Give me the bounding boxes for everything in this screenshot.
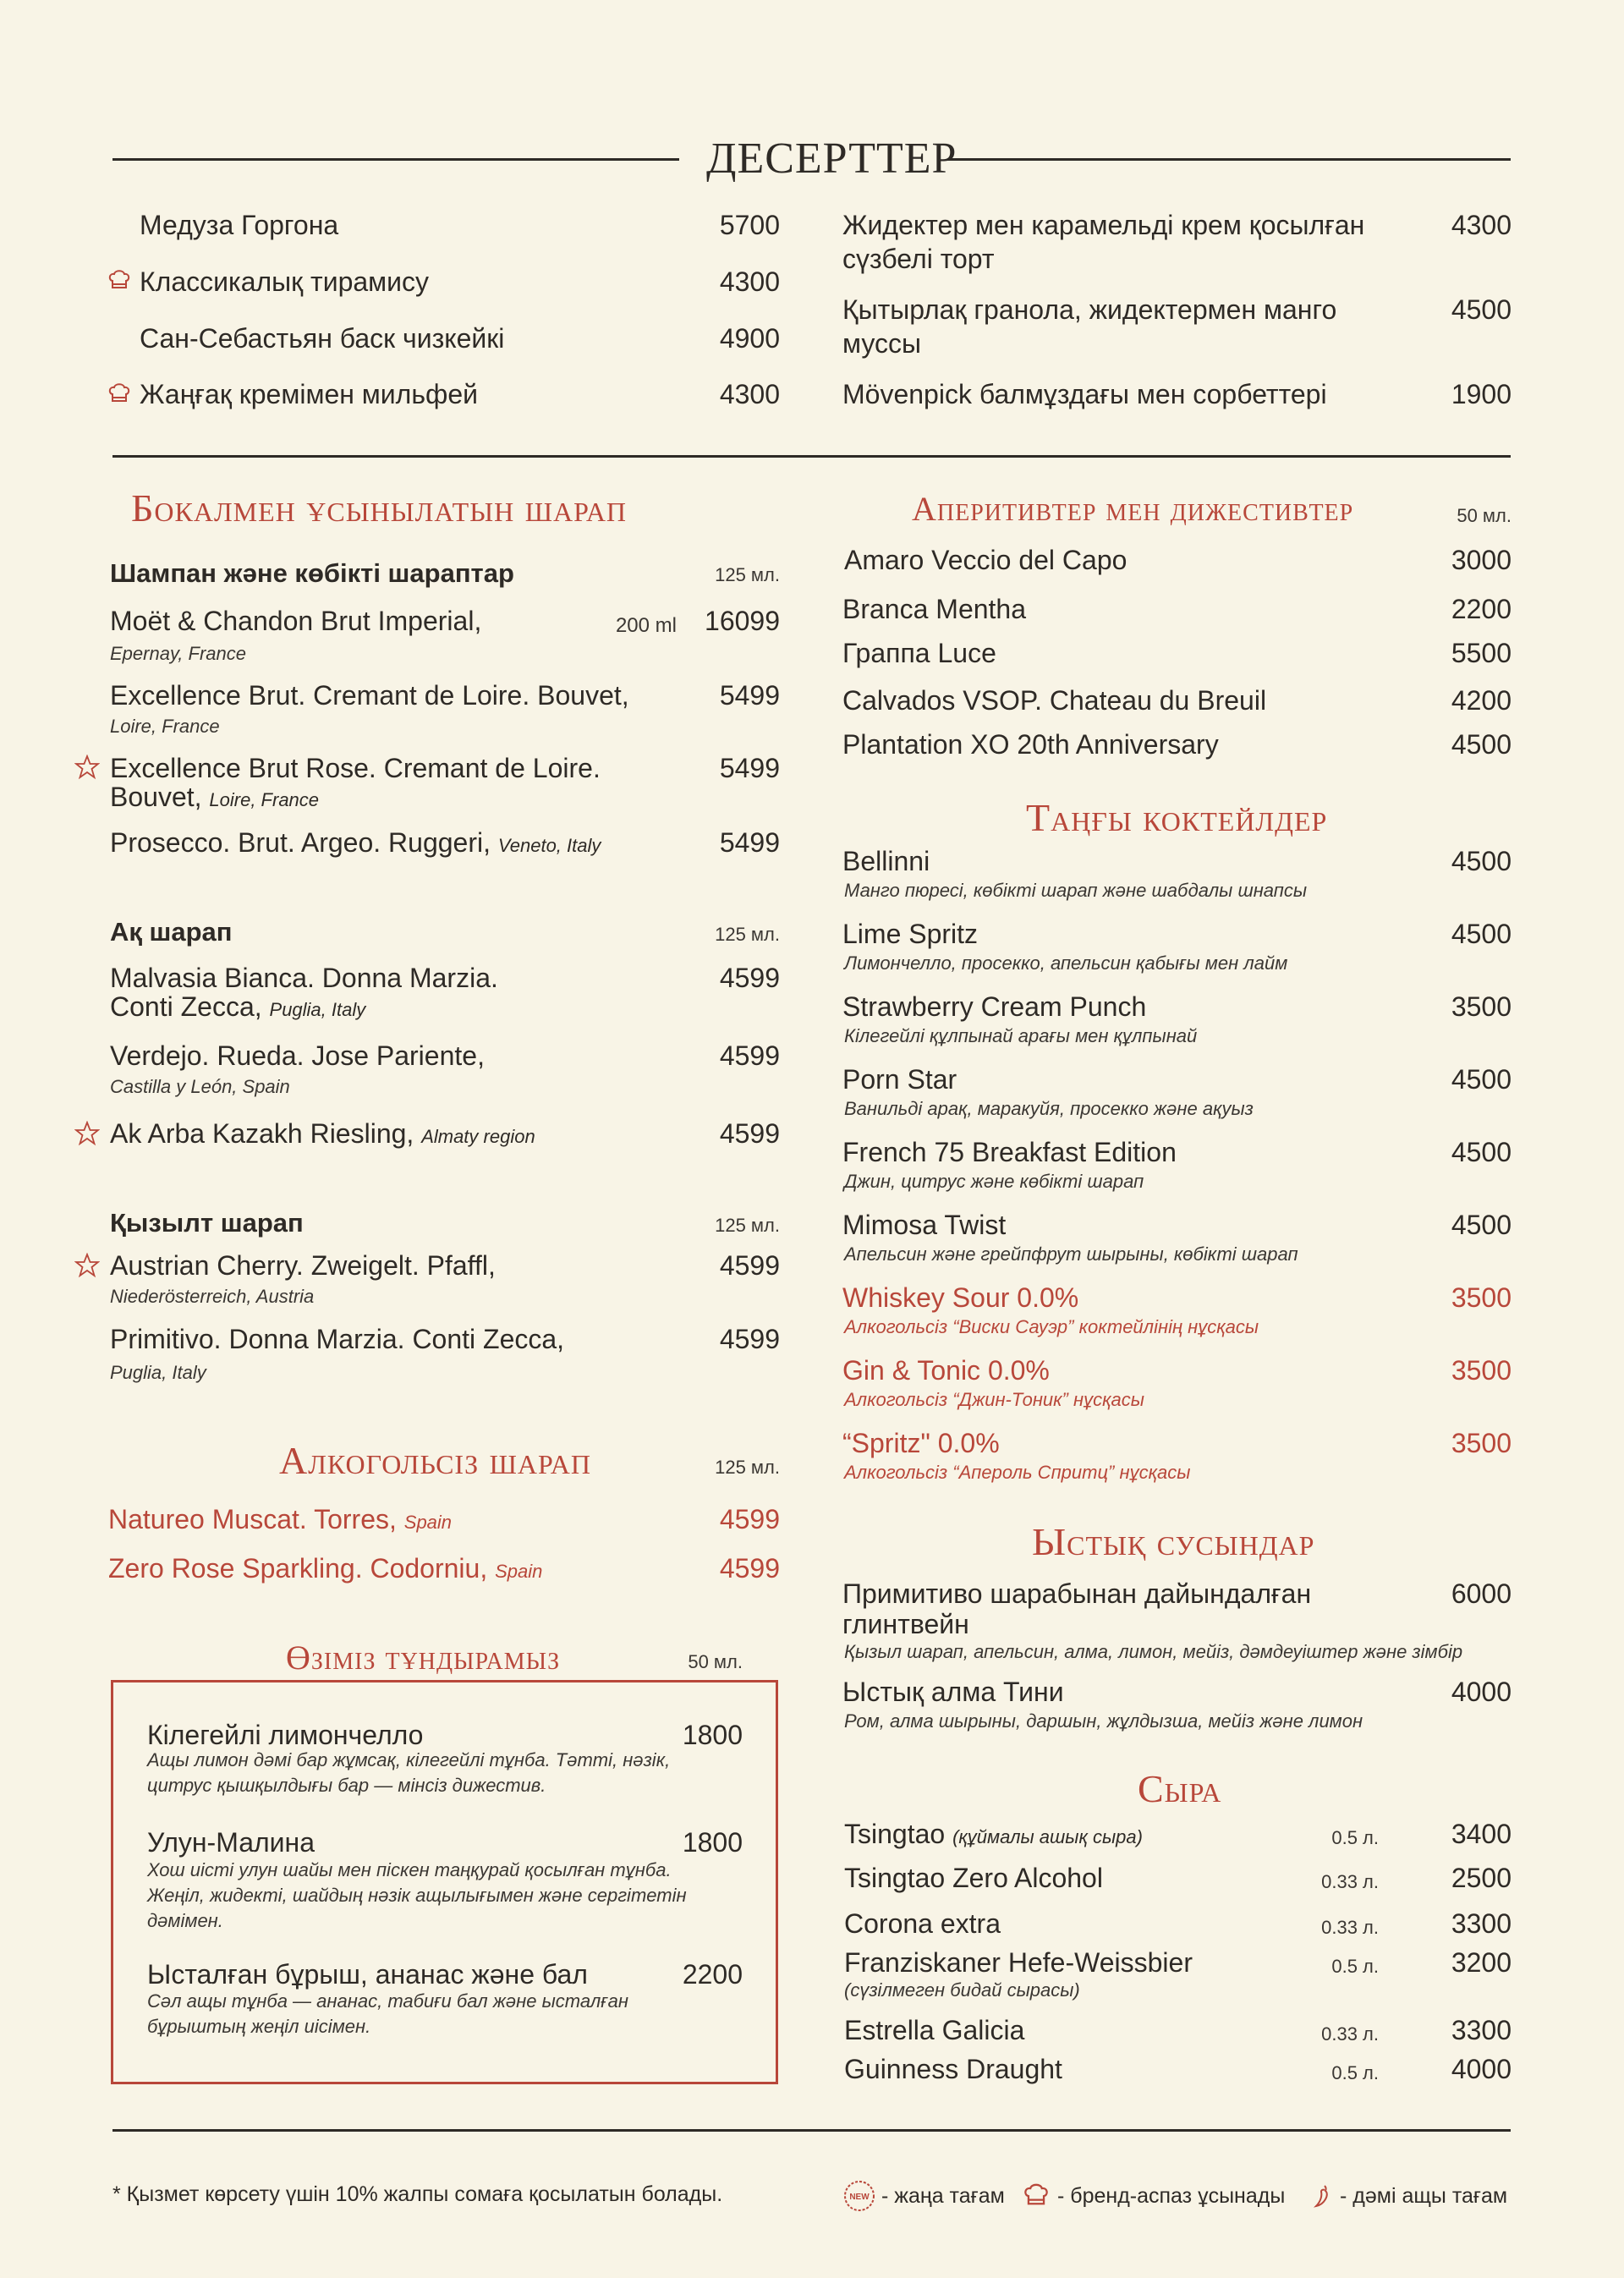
cocktail-price: 3500 <box>1451 1282 1512 1313</box>
aperitif-item: Plantation XO 20th Anniversary <box>842 729 1219 760</box>
wine-name: Natureo Muscat. Torres, <box>108 1504 397 1534</box>
dessert-item: Жидектер мен карамельді крем қосылған <box>842 210 1365 240</box>
wine-name: Zero Rose Sparkling. Codorniu, <box>108 1553 488 1584</box>
wine-region: Epernay, France <box>110 643 247 664</box>
house-price: 2200 <box>682 1959 743 1990</box>
sparkling-heading: Шампан және көбікті шараптар <box>110 558 514 588</box>
dessert-price: 4300 <box>719 266 780 297</box>
wine-item-line2 <box>110 782 319 813</box>
wine-region: Niederösterreich, Austria <box>110 1286 315 1307</box>
footer-rule <box>112 2129 1511 2132</box>
beer-price: 3200 <box>1451 1947 1512 1978</box>
beer-item: Tsingtao Zero Alcohol <box>844 1863 1103 1893</box>
beer-note: (сүзілмеген бидай сырасы) <box>844 1979 1080 2001</box>
house-volume: 50 мл. <box>688 1651 743 1672</box>
wine-item: Austrian Cherry. Zweigelt. Pfaffl, <box>110 1250 496 1281</box>
dessert-price: 4300 <box>719 379 780 409</box>
beer-title: Сыра <box>1138 1767 1222 1810</box>
house-desc: Хош иісті улун шайы мен піскен таңқурай қосылған тұнба. <box>147 1859 672 1880</box>
beer-price: 2500 <box>1451 1863 1512 1893</box>
house-item: Ысталған бұрыш, ананас және бал <box>147 1959 588 1990</box>
wine-item: Verdejo. Rueda. Jose Pariente, <box>110 1040 485 1071</box>
hot-drink-desc: Ром, алма шырыны, даршын, жұлдызша, мейіз және лимон <box>844 1710 1363 1732</box>
cocktail-item: Strawberry Cream Punch <box>842 991 1147 1022</box>
wine-region: Puglia, Italy <box>269 999 366 1020</box>
house-desc: дәмімен. <box>147 1910 223 1931</box>
cocktail-price: 4500 <box>1451 1064 1512 1095</box>
cocktail-desc: Апельсин және грейпфрут шырыны, көбікті шарап <box>844 1243 1298 1265</box>
hot-drink-desc: Қызыл шарап, апельсин, алма, лимон, мейіз, дәмдеуіштер және зімбір <box>844 1641 1463 1662</box>
nonalc-wine-volume: 125 мл. <box>715 1457 780 1478</box>
cocktail-price: 3500 <box>1451 1355 1512 1386</box>
dessert-price: 5700 <box>719 210 780 240</box>
hot-drink-item-line2: глинтвейн <box>842 1609 969 1639</box>
cocktail-desc: Ванильді арақ, маракуйя, просекко және ақуыз <box>844 1098 1254 1119</box>
hot-drink-item: Примитиво шарабынан дайындалған <box>842 1578 1312 1609</box>
aperitif-price: 5500 <box>1451 638 1512 668</box>
beer-item: Corona extra <box>844 1908 1001 1939</box>
wine-glass-title: Бокалмен ұсынылатын шарап <box>131 486 628 530</box>
aperitif-item: Branca Mentha <box>842 594 1027 624</box>
house-desc: цитрус қышқылдығы бар — мінсіз дижестив. <box>147 1775 546 1796</box>
chef-hat-icon <box>107 381 132 406</box>
cocktail-desc: Алкогольсіз “Виски Сауэр” коктейлінің нұсқасы <box>844 1316 1259 1337</box>
aperitif-price: 4500 <box>1451 729 1512 760</box>
hot-drinks-title: Ыстық сусындар <box>1032 1520 1315 1563</box>
nonalc-wine-item <box>108 1553 542 1584</box>
white-volume: 125 мл. <box>715 924 780 945</box>
wine-region: Spain <box>403 1512 453 1533</box>
beer-volume: 0.33 л. <box>1321 1871 1379 1892</box>
wine-region: Almaty region <box>421 1126 535 1147</box>
beer-item: Estrella Galicia <box>844 2015 1025 2045</box>
wine-price: 5499 <box>719 827 780 858</box>
wine-name-part: Bouvet, <box>110 782 202 812</box>
legend-spicy: - дәмі ащы тағам <box>1340 2184 1508 2208</box>
desserts-rule-left <box>112 158 679 161</box>
aperitif-price: 2200 <box>1451 594 1512 624</box>
beer-price: 3400 <box>1451 1819 1512 1849</box>
house-desc: Ащы лимон дәмі бар жұмсақ, кілегейлі тұнба. Тәтті, нәзік, <box>147 1749 671 1770</box>
dessert-item: Сан-Себастьян баск чизкейкі <box>140 323 505 354</box>
beer-item: Franziskaner Hefe-Weissbier <box>844 1947 1193 1978</box>
new-badge-icon <box>842 2179 876 2213</box>
house-desc: бұрыштың жеңіл иісімен. <box>147 2016 371 2037</box>
beer-volume: 0.5 л. <box>1331 1827 1379 1848</box>
wine-region: Loire, France <box>209 789 320 810</box>
aperitifs-title: Аперитивтер мен дижестивтер <box>912 490 1354 528</box>
house-item: Кілегейлі лимончелло <box>147 1720 424 1750</box>
nonalc-wine-price: 4599 <box>719 1504 780 1534</box>
wine-price: 4599 <box>719 1250 780 1281</box>
cocktail-item: “Spritz" 0.0% <box>842 1428 1000 1458</box>
cocktail-desc: Алкогольсіз “Джин-Тоник” нұсқасы <box>844 1389 1144 1410</box>
wine-price: 4599 <box>719 963 780 993</box>
legend-new: - жаңа тағам <box>881 2184 1005 2208</box>
wine-price: 16099 <box>705 606 780 636</box>
dessert-price: 4500 <box>1451 294 1512 325</box>
wine-price: 5499 <box>719 680 780 711</box>
beer-price: 3300 <box>1451 1908 1512 1939</box>
aperitif-item: Amaro Veccio del Capo <box>844 545 1127 575</box>
chili-pepper-icon <box>1309 2181 1335 2209</box>
beer-item: Guinness Draught <box>844 2054 1062 2084</box>
cocktail-price: 4500 <box>1451 1137 1512 1167</box>
wine-extra-volume: 200 ml <box>615 614 677 637</box>
house-desc: Сәл ащы тұнба — ананас, табиғи бал және ысталған <box>147 1990 628 2012</box>
wine-region: Castilla y León, Spain <box>110 1076 290 1097</box>
beer-price: 4000 <box>1451 2054 1512 2084</box>
cocktail-item: Gin & Tonic 0.0% <box>842 1355 1050 1386</box>
house-item: Улун-Малина <box>147 1827 315 1858</box>
wine-price: 4599 <box>719 1324 780 1354</box>
beer-volume: 0.33 л. <box>1321 1917 1379 1938</box>
wine-region: Veneto, Italy <box>497 835 601 856</box>
dessert-item-line2: муссы <box>842 328 921 359</box>
beer-volume: 0.5 л. <box>1331 1956 1379 1977</box>
desserts-rule-right <box>947 158 1511 161</box>
cocktail-item: Whiskey Sour 0.0% <box>842 1282 1079 1313</box>
aperitif-item: Calvados VSOP. Chateau du Breuil <box>842 685 1267 716</box>
wine-item-line2 <box>110 991 365 1023</box>
dessert-price: 1900 <box>1451 379 1512 409</box>
dessert-item: Жаңғақ кремімен мильфей <box>140 379 479 409</box>
chef-hat-icon <box>107 267 132 293</box>
house-price: 1800 <box>682 1827 743 1858</box>
service-charge-note: * Қызмет көрсету үшін 10% жалпы сомаға қосылатын болады. <box>112 2182 723 2206</box>
sparkling-volume: 125 мл. <box>715 564 780 585</box>
cocktail-item: Porn Star <box>842 1064 957 1095</box>
cocktail-desc: Лимончелло, просекко, апельсин қабығы мен лайм <box>844 952 1288 974</box>
beer-item <box>844 1819 1143 1850</box>
section-divider <box>112 455 1511 458</box>
wine-price: 4599 <box>719 1040 780 1071</box>
wine-item: Excellence Brut. Cremant de Loire. Bouvet, <box>110 680 629 711</box>
wine-name: Prosecco. Brut. Argeo. Ruggeri, <box>110 827 491 858</box>
wine-name-part: Conti Zecca, <box>110 991 262 1022</box>
cocktail-desc: Манго пюресі, көбікті шарап және шабдалы шнапсы <box>844 880 1308 901</box>
dessert-item-line2: сүзбелі торт <box>842 244 995 274</box>
beer-name: Tsingtao <box>844 1819 946 1849</box>
cocktail-price: 3500 <box>1451 991 1512 1022</box>
aperitif-price: 3000 <box>1451 545 1512 575</box>
cocktail-item: French 75 Breakfast Edition <box>842 1137 1177 1167</box>
wine-region: Puglia, Italy <box>110 1362 206 1383</box>
cocktail-price: 4500 <box>1451 1210 1512 1240</box>
aperitif-item: Граппа Luce <box>842 638 996 668</box>
wine-region: Loire, France <box>110 716 220 737</box>
cocktail-desc: Джин, цитрус және көбікті шарап <box>844 1171 1144 1192</box>
beer-volume: 0.33 л. <box>1321 2023 1379 2045</box>
hot-drink-item: Ыстық алма Тини <box>842 1677 1064 1707</box>
wine-region: Spain <box>495 1561 543 1582</box>
red-volume: 125 мл. <box>715 1215 780 1236</box>
wine-price: 4599 <box>719 1118 780 1149</box>
red-heading: Қызылт шарап <box>110 1208 304 1238</box>
wine-name: Ak Arba Kazakh Riesling, <box>110 1118 414 1149</box>
star-icon <box>74 1253 100 1278</box>
dessert-price: 4300 <box>1451 210 1512 240</box>
hot-drink-price: 4000 <box>1451 1677 1512 1707</box>
house-desc: Жеңіл, жидекті, шайдың нәзік ащылығымен және сергітетін <box>147 1885 687 1906</box>
dessert-item: Қытырлақ гранола, жидектермен манго <box>842 294 1337 325</box>
new-badge-text: NEW <box>849 2193 870 2202</box>
legend-chef: - бренд-аспаз ұсынады <box>1057 2184 1286 2208</box>
house-price: 1800 <box>682 1720 743 1750</box>
wine-price: 5499 <box>719 753 780 783</box>
white-heading: Ақ шарап <box>110 917 233 947</box>
aperitif-price: 4200 <box>1451 685 1512 716</box>
beer-note: (құймалы ашық сыра) <box>952 1826 1143 1847</box>
star-icon <box>74 755 100 780</box>
wine-item <box>110 1118 535 1150</box>
dessert-price: 4900 <box>719 323 780 354</box>
wine-item <box>110 827 601 859</box>
cocktail-price: 4500 <box>1451 846 1512 876</box>
cocktail-item: Bellinni <box>842 846 930 876</box>
cocktail-item: Mimosa Twist <box>842 1210 1007 1240</box>
cocktail-desc: Алкогольсіз “Апероль Спритц” нұсқасы <box>844 1462 1191 1483</box>
wine-item: Moët & Chandon Brut Imperial, <box>110 606 482 636</box>
aperitifs-volume: 50 мл. <box>1457 505 1512 526</box>
wine-item: Excellence Brut Rose. Cremant de Loire. <box>110 753 601 783</box>
dessert-item: Медуза Горгона <box>140 210 339 240</box>
star-icon <box>74 1121 100 1146</box>
cocktail-price: 3500 <box>1451 1428 1512 1458</box>
dessert-item: Классикалық тирамису <box>140 266 430 297</box>
hot-drink-price: 6000 <box>1451 1578 1512 1609</box>
house-title: Өзіміз тұндырамыз <box>286 1639 561 1677</box>
beer-price: 3300 <box>1451 2015 1512 2045</box>
nonalc-wine-price: 4599 <box>719 1553 780 1584</box>
nonalc-wine-item <box>108 1504 452 1535</box>
dessert-item: Mövenpick балмұздағы мен сорбеттері <box>842 379 1327 409</box>
wine-item: Malvasia Bianca. Donna Marzia. <box>110 963 498 993</box>
wine-item: Primitivo. Donna Marzia. Conti Zecca, <box>110 1324 565 1354</box>
chef-hat-icon <box>1022 2181 1051 2209</box>
morning-cocktails-title: Таңғы коктейлдер <box>1026 796 1328 839</box>
cocktail-desc: Кілегейлі құлпынай арағы мен құлпынай <box>844 1025 1198 1046</box>
desserts-title: ДЕСЕРТТЕР <box>706 134 957 183</box>
nonalc-wine-title: Алкогольсіз шарап <box>279 1439 591 1482</box>
beer-volume: 0.5 л. <box>1331 2062 1379 2083</box>
cocktail-price: 4500 <box>1451 919 1512 949</box>
cocktail-item: Lime Spritz <box>842 919 979 949</box>
